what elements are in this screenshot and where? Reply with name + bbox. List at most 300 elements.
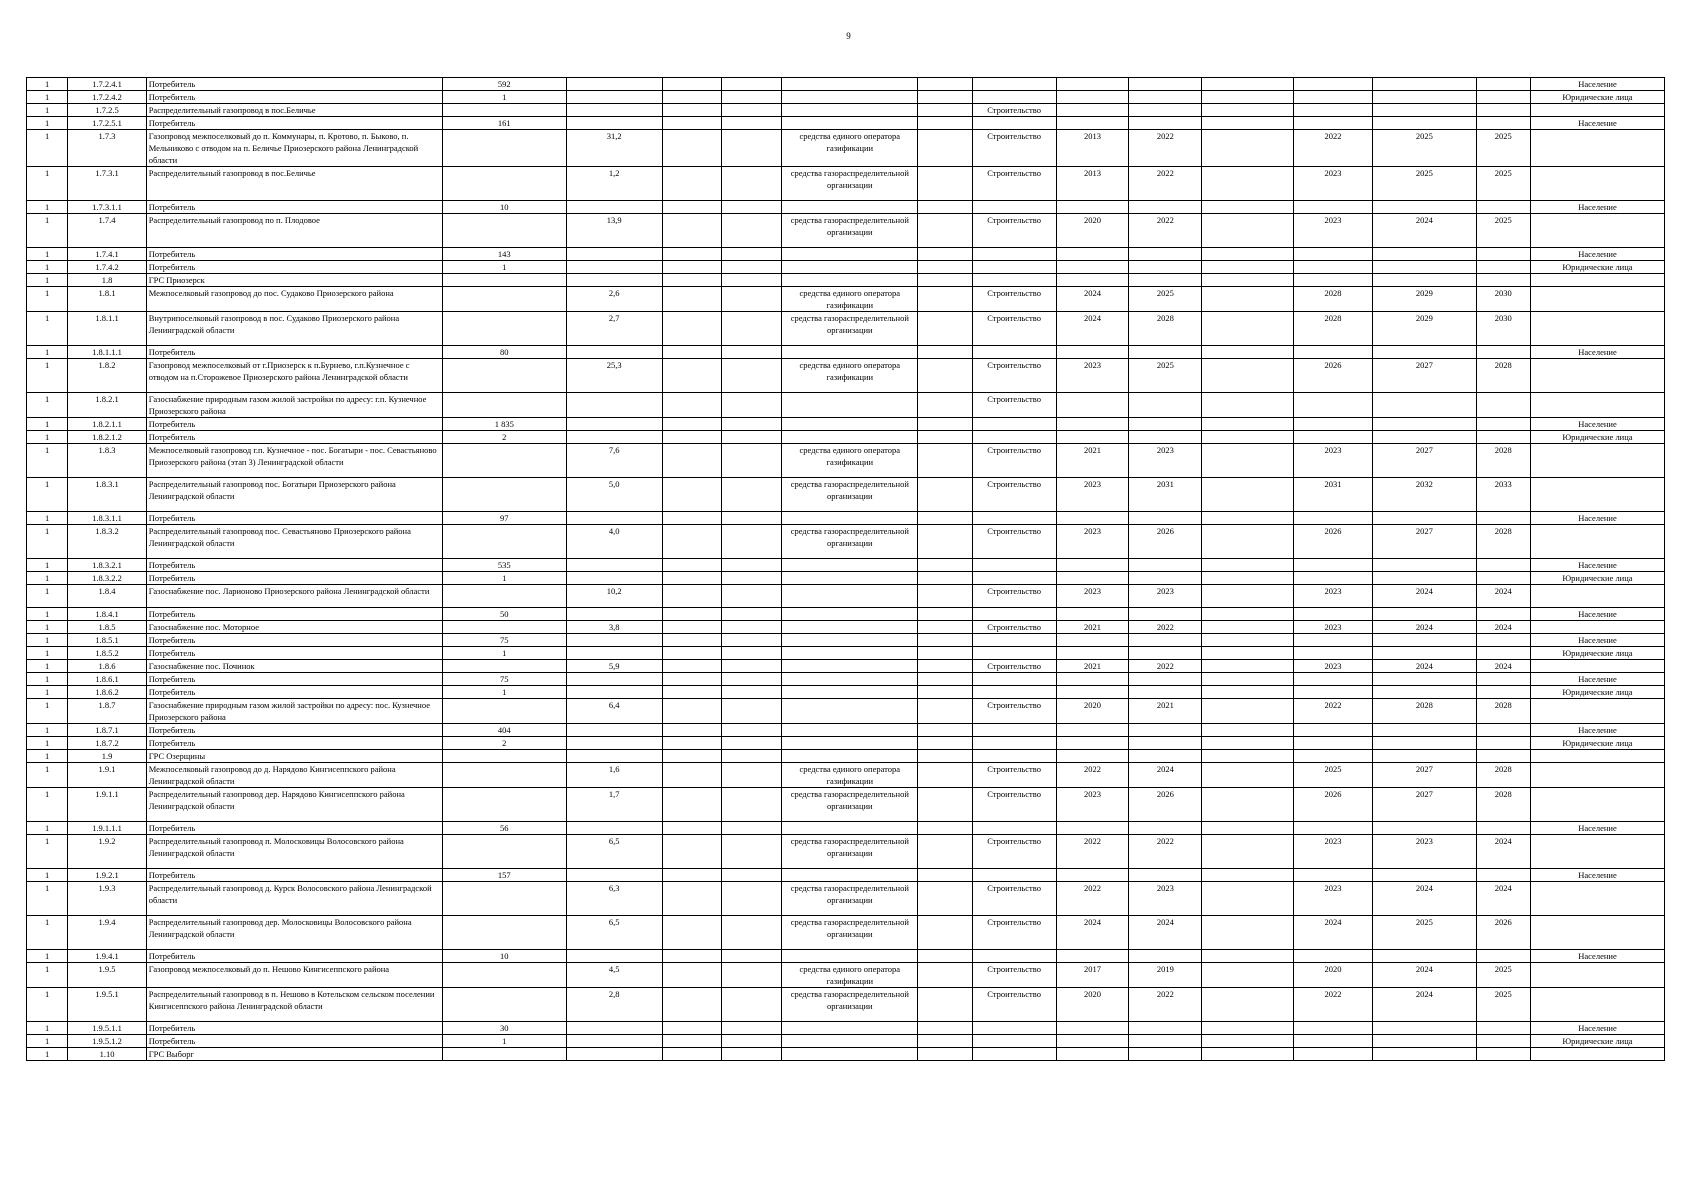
- consumer-category-cell: [1530, 963, 1664, 988]
- year-start-build-cell: 2022: [1293, 699, 1372, 724]
- empty-cell: [1202, 835, 1293, 869]
- year-end-build-cell: 2027: [1373, 788, 1476, 822]
- funding-source-cell: [782, 78, 918, 91]
- year-end-design-cell: 2024: [1129, 916, 1202, 950]
- empty-cell: [722, 1022, 782, 1035]
- table-row: [27, 869, 1665, 882]
- empty-cell: [662, 634, 722, 647]
- consumer-count-cell: [442, 916, 566, 950]
- year-start-design-cell: [1056, 1048, 1129, 1061]
- year-end-build-cell: 2025: [1373, 130, 1476, 167]
- empty-cell: [722, 963, 782, 988]
- empty-cell: [722, 431, 782, 444]
- work-type-cell: Строительство: [972, 585, 1056, 608]
- funding-source-cell: средства газораспределительной организации: [782, 882, 918, 916]
- consumer-category-cell: [1530, 393, 1664, 418]
- object-name-cell: Газоснабжение пос. Починок: [146, 660, 442, 673]
- table-row: [27, 916, 1665, 950]
- row-marker-cell: 1: [27, 686, 68, 699]
- row-marker-cell: 1: [27, 869, 68, 882]
- object-name-cell: Газоснабжение природным газом жилой застройки по адресу: г.п. Кузнечное Приозерского района: [146, 393, 442, 418]
- year-end-design-cell: 2022: [1129, 130, 1202, 167]
- empty-cell: [662, 312, 722, 346]
- empty-cell: [918, 512, 972, 525]
- object-name-cell: Потребитель: [146, 686, 442, 699]
- year-end-build-cell: [1373, 261, 1476, 274]
- object-name-cell: Потребитель: [146, 431, 442, 444]
- consumer-category-cell: Население: [1530, 1022, 1664, 1035]
- empty-cell: [1202, 724, 1293, 737]
- table-row: [27, 274, 1665, 287]
- year-end-build-cell: [1373, 750, 1476, 763]
- consumer-count-cell: [442, 274, 566, 287]
- year-end-build-cell: [1373, 431, 1476, 444]
- consumer-count-cell: 30: [442, 1022, 566, 1035]
- year-end-build-cell: [1373, 1048, 1476, 1061]
- funding-source-cell: [782, 104, 918, 117]
- table-row: [27, 248, 1665, 261]
- year-end-design-cell: [1129, 117, 1202, 130]
- year-end-build-cell: 2028: [1373, 699, 1476, 724]
- year-commission-cell: [1476, 950, 1530, 963]
- consumer-category-cell: [1530, 1048, 1664, 1061]
- row-marker-cell: 1: [27, 104, 68, 117]
- empty-cell: [918, 660, 972, 673]
- funding-source-cell: [782, 1048, 918, 1061]
- empty-cell: [662, 660, 722, 673]
- year-commission-cell: 2024: [1476, 882, 1530, 916]
- empty-cell: [722, 346, 782, 359]
- year-end-design-cell: [1129, 1048, 1202, 1061]
- funding-source-cell: [782, 1035, 918, 1048]
- row-id-cell: 1.7.3.1.1: [68, 201, 146, 214]
- empty-cell: [722, 869, 782, 882]
- length-cell: [566, 1048, 662, 1061]
- empty-cell: [1202, 763, 1293, 788]
- empty-cell: [722, 1048, 782, 1061]
- object-name-cell: Потребитель: [146, 634, 442, 647]
- length-cell: 2,8: [566, 988, 662, 1022]
- consumer-category-cell: Население: [1530, 724, 1664, 737]
- row-marker-cell: 1: [27, 963, 68, 988]
- empty-cell: [918, 393, 972, 418]
- row-marker-cell: 1: [27, 167, 68, 201]
- empty-cell: [722, 988, 782, 1022]
- year-start-build-cell: 2025: [1293, 763, 1372, 788]
- year-start-build-cell: 2023: [1293, 214, 1372, 248]
- row-id-cell: 1.9.1.1.1: [68, 822, 146, 835]
- table-row: [27, 673, 1665, 686]
- consumer-category-cell: Население: [1530, 869, 1664, 882]
- consumer-count-cell: [442, 214, 566, 248]
- consumer-category-cell: [1530, 763, 1664, 788]
- length-cell: 2,7: [566, 312, 662, 346]
- row-marker-cell: 1: [27, 608, 68, 621]
- work-type-cell: [972, 431, 1056, 444]
- funding-source-cell: средства газораспределительной организации: [782, 916, 918, 950]
- work-type-cell: [972, 869, 1056, 882]
- year-start-build-cell: 2024: [1293, 916, 1372, 950]
- work-type-cell: Строительство: [972, 988, 1056, 1022]
- row-marker-cell: 1: [27, 822, 68, 835]
- table-row: [27, 393, 1665, 418]
- row-id-cell: 1.8.4.1: [68, 608, 146, 621]
- object-name-cell: Распределительный газопровод пос. Севастьяново Приозерского района Ленинградской области: [146, 525, 442, 559]
- year-start-design-cell: [1056, 1035, 1129, 1048]
- table-row: [27, 559, 1665, 572]
- funding-source-cell: [782, 346, 918, 359]
- consumer-count-cell: 1: [442, 1035, 566, 1048]
- object-name-cell: Потребитель: [146, 248, 442, 261]
- year-commission-cell: [1476, 673, 1530, 686]
- row-marker-cell: 1: [27, 359, 68, 393]
- year-start-design-cell: 2024: [1056, 312, 1129, 346]
- year-commission-cell: 2025: [1476, 988, 1530, 1022]
- empty-cell: [918, 346, 972, 359]
- length-cell: 5,9: [566, 660, 662, 673]
- year-commission-cell: [1476, 274, 1530, 287]
- empty-cell: [918, 261, 972, 274]
- funding-source-cell: средства газораспределительной организации: [782, 525, 918, 559]
- empty-cell: [918, 1022, 972, 1035]
- consumer-count-cell: 50: [442, 608, 566, 621]
- year-end-build-cell: 2029: [1373, 287, 1476, 312]
- year-start-build-cell: [1293, 647, 1372, 660]
- row-marker-cell: 1: [27, 621, 68, 634]
- empty-cell: [662, 572, 722, 585]
- empty-cell: [722, 699, 782, 724]
- year-end-build-cell: 2024: [1373, 660, 1476, 673]
- empty-cell: [722, 763, 782, 788]
- length-cell: [566, 261, 662, 274]
- table-row: [27, 512, 1665, 525]
- empty-cell: [722, 634, 782, 647]
- object-name-cell: Потребитель: [146, 950, 442, 963]
- table-row: [27, 963, 1665, 988]
- funding-source-cell: [782, 750, 918, 763]
- length-cell: [566, 117, 662, 130]
- year-commission-cell: [1476, 1048, 1530, 1061]
- consumer-count-cell: 161: [442, 117, 566, 130]
- work-type-cell: Строительство: [972, 359, 1056, 393]
- table-row: [27, 608, 1665, 621]
- year-start-design-cell: 2020: [1056, 214, 1129, 248]
- work-type-cell: [972, 512, 1056, 525]
- row-id-cell: 1.10: [68, 1048, 146, 1061]
- year-commission-cell: 2024: [1476, 660, 1530, 673]
- table-row: [27, 431, 1665, 444]
- year-start-build-cell: [1293, 608, 1372, 621]
- empty-cell: [918, 572, 972, 585]
- consumer-count-cell: [442, 621, 566, 634]
- row-marker-cell: 1: [27, 312, 68, 346]
- consumer-category-cell: Юридические лица: [1530, 91, 1664, 104]
- year-end-design-cell: 2025: [1129, 287, 1202, 312]
- empty-cell: [1202, 686, 1293, 699]
- empty-cell: [722, 512, 782, 525]
- year-end-design-cell: 2028: [1129, 312, 1202, 346]
- empty-cell: [662, 444, 722, 478]
- length-cell: 3,8: [566, 621, 662, 634]
- year-end-design-cell: [1129, 724, 1202, 737]
- length-cell: [566, 418, 662, 431]
- year-start-build-cell: [1293, 1048, 1372, 1061]
- empty-cell: [918, 214, 972, 248]
- year-start-build-cell: [1293, 869, 1372, 882]
- row-marker-cell: 1: [27, 214, 68, 248]
- empty-cell: [722, 585, 782, 608]
- row-marker-cell: 1: [27, 750, 68, 763]
- object-name-cell: Потребитель: [146, 1022, 442, 1035]
- year-start-build-cell: 2023: [1293, 444, 1372, 478]
- year-start-build-cell: [1293, 572, 1372, 585]
- length-cell: 1,6: [566, 763, 662, 788]
- funding-source-cell: [782, 724, 918, 737]
- empty-cell: [662, 201, 722, 214]
- work-type-cell: Строительство: [972, 312, 1056, 346]
- empty-cell: [1202, 512, 1293, 525]
- year-start-build-cell: 2020: [1293, 963, 1372, 988]
- consumer-count-cell: [442, 478, 566, 512]
- consumer-count-cell: 1: [442, 647, 566, 660]
- empty-cell: [1202, 673, 1293, 686]
- year-end-build-cell: 2027: [1373, 763, 1476, 788]
- empty-cell: [1202, 346, 1293, 359]
- year-end-design-cell: [1129, 822, 1202, 835]
- length-cell: 1,7: [566, 788, 662, 822]
- year-start-build-cell: 2023: [1293, 621, 1372, 634]
- year-end-build-cell: [1373, 248, 1476, 261]
- table-row: [27, 214, 1665, 248]
- object-name-cell: Потребитель: [146, 1035, 442, 1048]
- length-cell: [566, 1035, 662, 1048]
- work-type-cell: Строительство: [972, 393, 1056, 418]
- row-marker-cell: 1: [27, 673, 68, 686]
- empty-cell: [918, 117, 972, 130]
- consumer-category-cell: [1530, 660, 1664, 673]
- consumer-category-cell: Юридические лица: [1530, 737, 1664, 750]
- empty-cell: [722, 104, 782, 117]
- year-commission-cell: 2026: [1476, 916, 1530, 950]
- consumer-category-cell: [1530, 104, 1664, 117]
- empty-cell: [918, 359, 972, 393]
- row-id-cell: 1.8.3.1.1: [68, 512, 146, 525]
- row-id-cell: 1.8.6: [68, 660, 146, 673]
- length-cell: [566, 91, 662, 104]
- consumer-category-cell: [1530, 882, 1664, 916]
- year-end-design-cell: [1129, 261, 1202, 274]
- empty-cell: [722, 418, 782, 431]
- work-type-cell: Строительство: [972, 788, 1056, 822]
- row-marker-cell: 1: [27, 117, 68, 130]
- work-type-cell: [972, 418, 1056, 431]
- year-commission-cell: 2028: [1476, 359, 1530, 393]
- work-type-cell: [972, 91, 1056, 104]
- consumer-count-cell: 1: [442, 572, 566, 585]
- row-id-cell: 1.9.5.1.1: [68, 1022, 146, 1035]
- length-cell: [566, 608, 662, 621]
- funding-source-cell: [782, 559, 918, 572]
- row-marker-cell: 1: [27, 274, 68, 287]
- empty-cell: [918, 621, 972, 634]
- table-row: [27, 882, 1665, 916]
- year-commission-cell: 2028: [1476, 525, 1530, 559]
- work-type-cell: [972, 248, 1056, 261]
- funding-source-cell: [782, 91, 918, 104]
- table-row: [27, 346, 1665, 359]
- empty-cell: [1202, 201, 1293, 214]
- year-commission-cell: [1476, 431, 1530, 444]
- year-commission-cell: [1476, 724, 1530, 737]
- empty-cell: [662, 882, 722, 916]
- object-name-cell: Межпоселковый газопровод до пос. Судаково Приозерского района: [146, 287, 442, 312]
- year-start-build-cell: [1293, 673, 1372, 686]
- year-start-design-cell: 2020: [1056, 699, 1129, 724]
- length-cell: [566, 248, 662, 261]
- empty-cell: [1202, 950, 1293, 963]
- consumer-category-cell: [1530, 621, 1664, 634]
- empty-cell: [662, 763, 722, 788]
- year-commission-cell: [1476, 608, 1530, 621]
- object-name-cell: Потребитель: [146, 724, 442, 737]
- year-commission-cell: [1476, 117, 1530, 130]
- row-id-cell: 1.9.3: [68, 882, 146, 916]
- year-end-build-cell: [1373, 117, 1476, 130]
- empty-cell: [1202, 418, 1293, 431]
- row-marker-cell: 1: [27, 478, 68, 512]
- consumer-category-cell: [1530, 444, 1664, 478]
- consumer-category-cell: Юридические лица: [1530, 572, 1664, 585]
- year-commission-cell: 2025: [1476, 167, 1530, 201]
- year-end-design-cell: [1129, 78, 1202, 91]
- year-end-build-cell: [1373, 201, 1476, 214]
- work-type-cell: [972, 117, 1056, 130]
- empty-cell: [722, 478, 782, 512]
- length-cell: 6,3: [566, 882, 662, 916]
- table-row: [27, 1022, 1665, 1035]
- table-row: [27, 167, 1665, 201]
- empty-cell: [1202, 117, 1293, 130]
- year-end-design-cell: [1129, 393, 1202, 418]
- row-marker-cell: 1: [27, 1048, 68, 1061]
- row-id-cell: 1.9.4.1: [68, 950, 146, 963]
- empty-cell: [722, 660, 782, 673]
- year-end-build-cell: [1373, 1035, 1476, 1048]
- empty-cell: [1202, 431, 1293, 444]
- length-cell: 13,9: [566, 214, 662, 248]
- length-cell: [566, 572, 662, 585]
- empty-cell: [662, 1022, 722, 1035]
- empty-cell: [918, 167, 972, 201]
- empty-cell: [1202, 788, 1293, 822]
- year-start-build-cell: [1293, 117, 1372, 130]
- consumer-count-cell: 56: [442, 822, 566, 835]
- empty-cell: [918, 634, 972, 647]
- length-cell: 4,0: [566, 525, 662, 559]
- year-end-build-cell: [1373, 647, 1476, 660]
- row-id-cell: 1.8.5: [68, 621, 146, 634]
- year-start-build-cell: 2028: [1293, 312, 1372, 346]
- year-end-build-cell: [1373, 91, 1476, 104]
- year-end-build-cell: [1373, 673, 1476, 686]
- empty-cell: [1202, 287, 1293, 312]
- table-row: [27, 950, 1665, 963]
- consumer-category-cell: [1530, 312, 1664, 346]
- year-end-build-cell: 2023: [1373, 835, 1476, 869]
- consumer-count-cell: [442, 585, 566, 608]
- year-start-build-cell: [1293, 201, 1372, 214]
- length-cell: 1,2: [566, 167, 662, 201]
- year-end-build-cell: [1373, 104, 1476, 117]
- year-commission-cell: 2024: [1476, 835, 1530, 869]
- row-id-cell: 1.8.1: [68, 287, 146, 312]
- empty-cell: [722, 261, 782, 274]
- year-end-build-cell: 2025: [1373, 167, 1476, 201]
- row-id-cell: 1.9.1.1: [68, 788, 146, 822]
- row-id-cell: 1.8.5.2: [68, 647, 146, 660]
- year-end-build-cell: [1373, 346, 1476, 359]
- year-commission-cell: [1476, 78, 1530, 91]
- empty-cell: [722, 835, 782, 869]
- empty-cell: [918, 647, 972, 660]
- consumer-category-cell: [1530, 525, 1664, 559]
- object-name-cell: Газопровод межпоселковый до п. Нешово Кингисеппского района: [146, 963, 442, 988]
- row-marker-cell: 1: [27, 788, 68, 822]
- year-end-design-cell: [1129, 673, 1202, 686]
- object-name-cell: Потребитель: [146, 201, 442, 214]
- empty-cell: [662, 104, 722, 117]
- funding-source-cell: средства газораспределительной организации: [782, 788, 918, 822]
- empty-cell: [1202, 634, 1293, 647]
- year-commission-cell: 2030: [1476, 312, 1530, 346]
- length-cell: [566, 393, 662, 418]
- consumer-category-cell: Население: [1530, 78, 1664, 91]
- year-end-build-cell: 2032: [1373, 478, 1476, 512]
- work-type-cell: Строительство: [972, 621, 1056, 634]
- year-start-design-cell: [1056, 78, 1129, 91]
- work-type-cell: Строительство: [972, 916, 1056, 950]
- row-marker-cell: 1: [27, 835, 68, 869]
- row-marker-cell: 1: [27, 647, 68, 660]
- row-marker-cell: 1: [27, 261, 68, 274]
- consumer-category-cell: [1530, 988, 1664, 1022]
- year-start-design-cell: [1056, 950, 1129, 963]
- year-end-design-cell: [1129, 346, 1202, 359]
- year-commission-cell: 2028: [1476, 444, 1530, 478]
- empty-cell: [1202, 963, 1293, 988]
- object-name-cell: Потребитель: [146, 91, 442, 104]
- row-id-cell: 1.8.7.2: [68, 737, 146, 750]
- year-start-design-cell: [1056, 647, 1129, 660]
- row-id-cell: 1.8.1.1.1: [68, 346, 146, 359]
- work-type-cell: [972, 559, 1056, 572]
- work-type-cell: Строительство: [972, 214, 1056, 248]
- row-id-cell: 1.8.6.2: [68, 686, 146, 699]
- empty-cell: [1202, 478, 1293, 512]
- consumer-count-cell: 80: [442, 346, 566, 359]
- length-cell: [566, 737, 662, 750]
- row-id-cell: 1.8.2.1.2: [68, 431, 146, 444]
- table-row: [27, 724, 1665, 737]
- length-cell: [566, 201, 662, 214]
- empty-cell: [918, 559, 972, 572]
- empty-cell: [722, 950, 782, 963]
- year-end-design-cell: 2021: [1129, 699, 1202, 724]
- year-start-build-cell: [1293, 104, 1372, 117]
- empty-cell: [722, 559, 782, 572]
- table-row: [27, 822, 1665, 835]
- empty-cell: [1202, 750, 1293, 763]
